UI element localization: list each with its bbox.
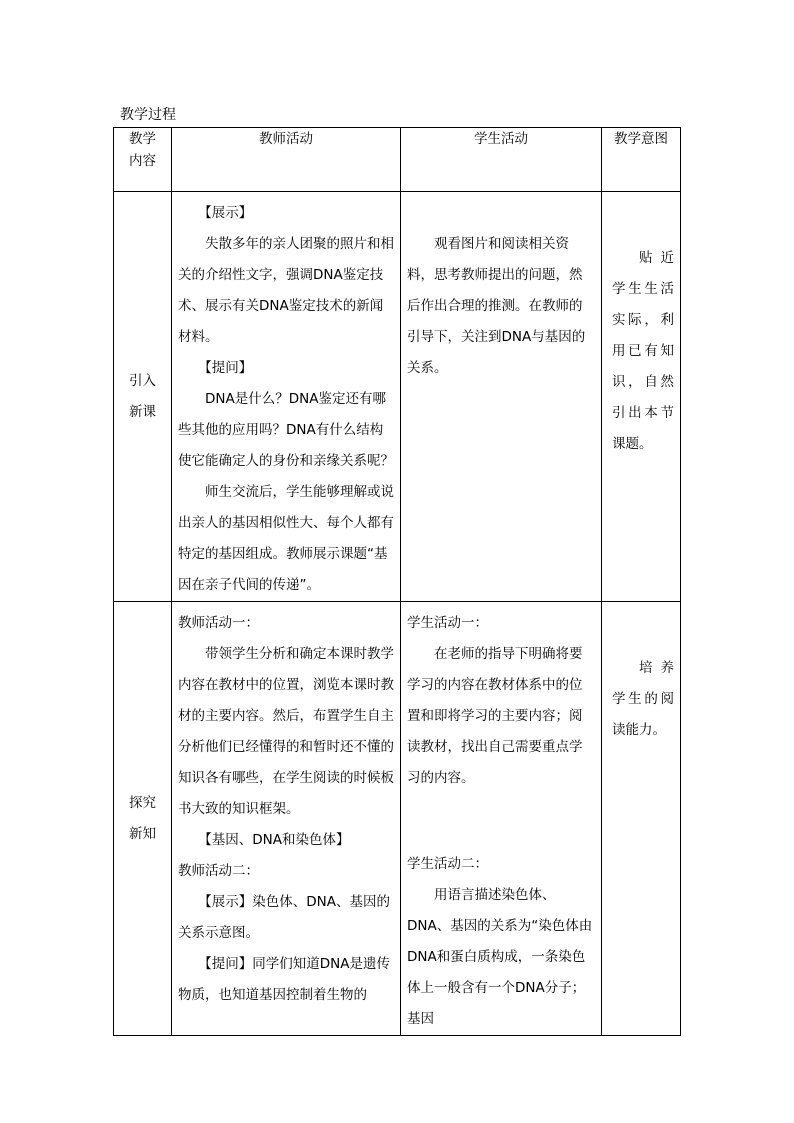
intro-teacher-cell bbox=[172, 192, 401, 602]
teacher-activity-2-show: 【展示】染色体、DNA、基因的关系示意图。 bbox=[178, 894, 390, 941]
lesson-table bbox=[113, 127, 681, 1036]
header-content: 教学内容 bbox=[114, 128, 172, 192]
intro-summary-text: 师生交流后，学生能够理解或说出亲人的基因相似性大、每个人都有特定的基因组成。教师展示课题“基因在亲子代间的传递”。 bbox=[178, 484, 394, 593]
table-header-row bbox=[114, 128, 681, 192]
intro-student-cell bbox=[401, 192, 602, 602]
explore-teacher-cell bbox=[172, 602, 401, 1036]
row-label-intro: 引入新课 bbox=[114, 192, 172, 602]
intro-ask-heading: 【提问】 bbox=[198, 360, 253, 376]
row-label-explore: 探究新知 bbox=[114, 602, 172, 1036]
intro-intent-cell bbox=[602, 192, 681, 602]
page-title: 教学过程 bbox=[120, 107, 176, 123]
table-row-explore bbox=[114, 602, 681, 1036]
header-student: 学生活动 bbox=[401, 128, 602, 192]
table-row-intro bbox=[114, 192, 681, 602]
student-activity-1-title: 学生活动一： bbox=[407, 615, 488, 631]
header-intent: 教学意图 bbox=[602, 128, 681, 192]
student-activity-2-title: 学生活动二： bbox=[407, 856, 488, 872]
explore-student-cell bbox=[401, 602, 602, 1036]
intro-show-heading: 【展示】 bbox=[198, 205, 253, 221]
section-heading: 【基因、DNA和染色体】 bbox=[198, 832, 350, 848]
student-activity-1-text: 在老师的指导下明确将要学习的内容在教材体系中的位置和即将学习的主要内容；阅读教材，找出自己需要重点学习的内容。 bbox=[407, 646, 583, 786]
teacher-activity-1-text: 带领学生分析和确定本课时教学内容在教材中的位置，浏览本课时教材的主要内容。然后，布置学生自主分析他们已经懂得的和暂时还不懂的知识各有哪些，在学生阅读的时候板书大致的知识框架。 bbox=[178, 646, 394, 817]
intro-show-text: 失散多年的亲人团聚的照片和相关的介绍性文字，强调DNA鉴定技术、展示有关DNA鉴定技术的新闻材料。 bbox=[178, 236, 394, 345]
explore-intent-cell bbox=[602, 602, 681, 1036]
intro-intent-text: 贴近学生生活实际，利用已有知识，自然引出本节课题。 bbox=[612, 249, 674, 452]
header-teacher: 教师活动 bbox=[172, 128, 401, 192]
intro-student-text: 观看图片和阅读相关资料，思考教师提出的问题，然后作出合理的推测。在教师的引导下，关注到DNA与基因的关系。 bbox=[407, 236, 586, 376]
teacher-activity-2-ask: 【提问】同学们知道DNA是遗传物质，也知道基因控制着生物的 bbox=[178, 956, 390, 1003]
intro-ask-text: DNA是什么？DNA鉴定还有哪些其他的应用吗？DNA有什么结构使它能确定人的身份和亲缘关系呢？ bbox=[178, 391, 394, 469]
teacher-activity-2-title: 教师活动二： bbox=[178, 863, 259, 879]
student-activity-2-text: 用语言描述染色体、DNA、基因的关系为“染色体由DNA和蛋白质构成，一条染色体上一般含有一个DNA分子；基因 bbox=[407, 887, 593, 1027]
explore-intent-text: 培养学生的阅读能力。 bbox=[612, 659, 674, 738]
teacher-activity-1-title: 教师活动一： bbox=[178, 615, 259, 631]
